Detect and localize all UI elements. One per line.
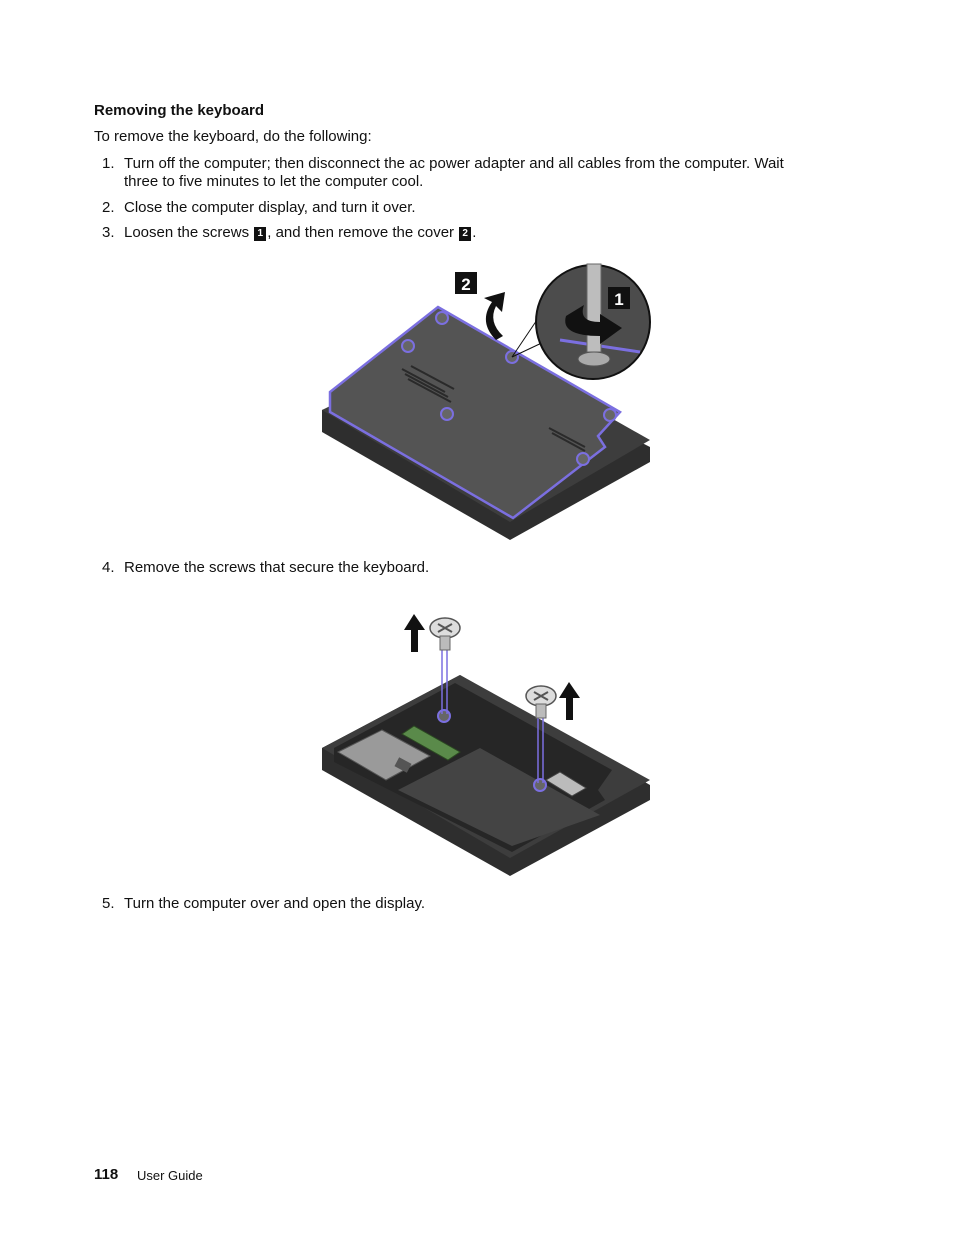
keyboard-screws-figure bbox=[318, 608, 654, 880]
step-number: 2. bbox=[102, 199, 115, 216]
step-number: 3. bbox=[102, 224, 115, 241]
screw-icon bbox=[441, 408, 453, 420]
screw-icon bbox=[526, 686, 556, 718]
screw-icon bbox=[402, 340, 414, 352]
callout-label: 1 bbox=[614, 290, 624, 309]
section-title: Removing the keyboard bbox=[94, 102, 265, 119]
intro-text: To remove the keyboard, do the following: bbox=[94, 128, 372, 145]
step-text-line: Turn off the computer; then disconnect the ac power adapter and all cables from the computer. Wait bbox=[124, 155, 784, 172]
step-number: 4. bbox=[102, 559, 115, 576]
step-text: Loosen the screws bbox=[124, 224, 250, 241]
step-text: Remove the screws that secure the keyboard. bbox=[124, 559, 430, 576]
callout-label: 2 bbox=[461, 275, 471, 294]
page-number: 118 bbox=[94, 1166, 119, 1183]
up-arrow-icon bbox=[559, 682, 580, 720]
screw-icon bbox=[430, 618, 460, 650]
step-text: Turn the computer over and open the display. bbox=[124, 895, 426, 912]
step-text: , and then remove the cover bbox=[267, 224, 455, 241]
callout-badge: 1 bbox=[254, 227, 266, 241]
cover-removal-figure bbox=[318, 262, 654, 544]
step-text: . bbox=[472, 224, 477, 241]
callout-badge: 2 bbox=[459, 227, 471, 241]
lift-arrow-icon bbox=[484, 292, 505, 340]
screw-icon bbox=[577, 453, 589, 465]
step-text: Close the computer display, and turn it over. bbox=[124, 199, 416, 216]
up-arrow-icon bbox=[404, 614, 425, 652]
step-number: 1. bbox=[102, 155, 115, 172]
screw-icon bbox=[604, 409, 616, 421]
screw-icon bbox=[534, 779, 546, 791]
screw-icon bbox=[436, 312, 448, 324]
step-text-line: three to five minutes to let the computer cool. bbox=[124, 173, 424, 190]
footer-label: User Guide bbox=[137, 1168, 203, 1183]
screw-icon bbox=[438, 710, 450, 722]
step-number: 5. bbox=[102, 895, 115, 912]
